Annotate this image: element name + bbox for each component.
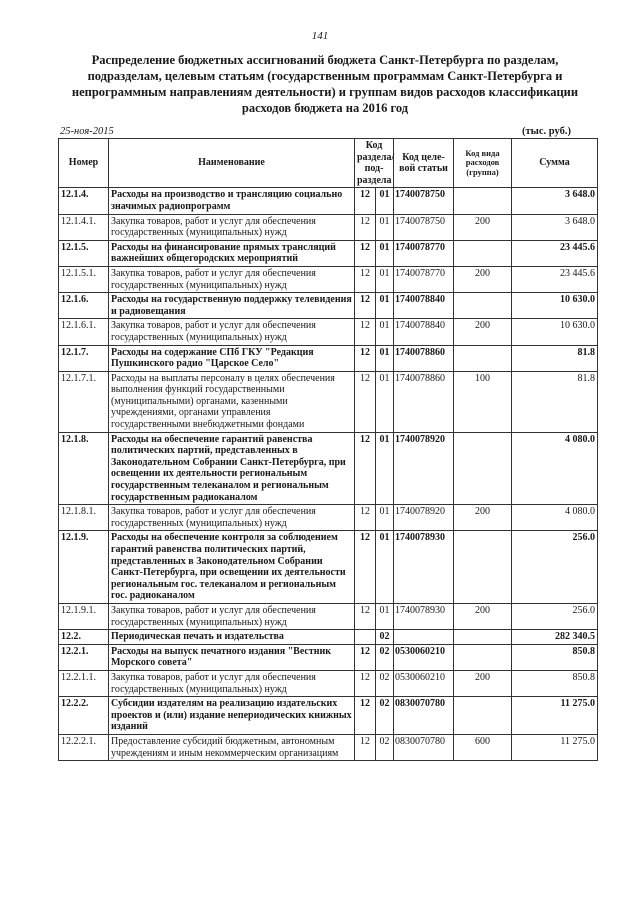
cell-number: 12.2.1.1. bbox=[59, 670, 109, 696]
cell-name: Расходы на выпуск печатного издания "Вестник Морского совета" bbox=[109, 644, 355, 670]
col-name-header: Наименование bbox=[109, 139, 355, 188]
cell-subsection: 01 bbox=[376, 603, 394, 629]
cell-section: 12 bbox=[355, 188, 376, 214]
cell-subsection: 02 bbox=[376, 670, 394, 696]
cell-article: 0830070780 bbox=[394, 697, 454, 735]
col-section-header: Код раздела/ под- раздела bbox=[355, 139, 394, 188]
cell-number: 12.2.2. bbox=[59, 697, 109, 735]
table-row bbox=[59, 644, 598, 670]
cell-section bbox=[355, 630, 376, 645]
cell-section: 12 bbox=[355, 214, 376, 240]
document-date: 25-ноя-2015 bbox=[60, 126, 114, 137]
cell-section: 12 bbox=[355, 505, 376, 531]
cell-subsection: 02 bbox=[376, 644, 394, 670]
budget-table bbox=[58, 138, 598, 761]
cell-sum: 23 445.6 bbox=[512, 240, 598, 266]
cell-name: Закупка товаров, работ и услуг для обеспечения государственных (муниципальных) нужд bbox=[109, 603, 355, 629]
cell-name: Предоставление субсидий бюджетным, автономным учреждениям и иным некоммерческим организациям bbox=[109, 734, 355, 760]
cell-sum: 3 648.0 bbox=[512, 214, 598, 240]
cell-article: 1740078860 bbox=[394, 345, 454, 371]
cell-article: 0530060210 bbox=[394, 670, 454, 696]
cell-number: 12.2.2.1. bbox=[59, 734, 109, 760]
cell-group bbox=[454, 630, 512, 645]
cell-number: 12.1.8. bbox=[59, 432, 109, 505]
col-article-header: Код целе- вой статьи bbox=[394, 139, 454, 188]
cell-subsection: 01 bbox=[376, 240, 394, 266]
cell-sum: 3 648.0 bbox=[512, 188, 598, 214]
cell-number: 12.1.5.1. bbox=[59, 266, 109, 292]
cell-article: 1740078770 bbox=[394, 240, 454, 266]
cell-subsection: 01 bbox=[376, 371, 394, 432]
cell-group: 200 bbox=[454, 266, 512, 292]
cell-sum: 11 275.0 bbox=[512, 734, 598, 760]
cell-number: 12.1.4. bbox=[59, 188, 109, 214]
cell-name: Расходы на содержание СПб ГКУ "Редакция Пушкинского радио "Царское Село" bbox=[109, 345, 355, 371]
cell-name: Закупка товаров, работ и услуг для обеспечения государственных (муниципальных) нужд bbox=[109, 670, 355, 696]
cell-article: 1740078860 bbox=[394, 371, 454, 432]
cell-group: 200 bbox=[454, 670, 512, 696]
cell-name: Закупка товаров, работ и услуг для обеспечения государственных (муниципальных) нужд bbox=[109, 505, 355, 531]
cell-section: 12 bbox=[355, 603, 376, 629]
cell-article: 1740078770 bbox=[394, 266, 454, 292]
cell-subsection: 02 bbox=[376, 697, 394, 735]
cell-number: 12.1.7. bbox=[59, 345, 109, 371]
cell-sum: 81.8 bbox=[512, 345, 598, 371]
cell-number: 12.1.4.1. bbox=[59, 214, 109, 240]
cell-group: 200 bbox=[454, 214, 512, 240]
cell-group: 600 bbox=[454, 734, 512, 760]
cell-group: 100 bbox=[454, 371, 512, 432]
cell-subsection: 01 bbox=[376, 345, 394, 371]
cell-section: 12 bbox=[355, 670, 376, 696]
cell-subsection: 01 bbox=[376, 214, 394, 240]
cell-section: 12 bbox=[355, 319, 376, 345]
table-row bbox=[59, 531, 598, 604]
cell-number: 12.1.6.1. bbox=[59, 319, 109, 345]
cell-article: 1740078750 bbox=[394, 188, 454, 214]
cell-article: 0530060210 bbox=[394, 644, 454, 670]
cell-number: 12.1.9. bbox=[59, 531, 109, 604]
cell-name: Субсидии издателям на реализацию издательских проектов и (или) издание непериодических книжных изданий bbox=[109, 697, 355, 735]
cell-number: 12.1.6. bbox=[59, 293, 109, 319]
cell-article: 1740078930 bbox=[394, 603, 454, 629]
col-number-header: Номер bbox=[59, 139, 109, 188]
cell-subsection: 01 bbox=[376, 188, 394, 214]
cell-article: 1740078930 bbox=[394, 531, 454, 604]
cell-name: Периодическая печать и издательства bbox=[109, 630, 355, 645]
cell-subsection: 02 bbox=[376, 734, 394, 760]
cell-section: 12 bbox=[355, 432, 376, 505]
document-title: Распределение бюджетных ассигнований бюджета Санкт-Петербурга по разделам, подразделам, целевым статьям (государственным программам Санкт-Петербурга и непрограммным направлениям деятельности) и группам видов расходов классификации расходов бюджета на 2016 год bbox=[71, 53, 579, 115]
cell-name: Расходы на выплаты персоналу в целях обеспечения выполнения функций государственными (муниципальными) органами, казенными учреждениями, органами управления государственными внебюджетными фондами bbox=[109, 371, 355, 432]
cell-subsection: 01 bbox=[376, 319, 394, 345]
cell-sum: 850.8 bbox=[512, 644, 598, 670]
cell-sum: 23 445.6 bbox=[512, 266, 598, 292]
cell-article: 1740078920 bbox=[394, 505, 454, 531]
cell-subsection: 01 bbox=[376, 293, 394, 319]
table-row bbox=[59, 432, 598, 505]
cell-article: 0830070780 bbox=[394, 734, 454, 760]
cell-name: Расходы на обеспечение контроля за соблюдением гарантий равенства политических партий, представленных в Законодательном Собрании Санкт-Петербурга, при освещении их деятельности региональным гос. телеканалом и региональным гос. радиоканалом bbox=[109, 531, 355, 604]
cell-sum: 256.0 bbox=[512, 531, 598, 604]
cell-sum: 4 080.0 bbox=[512, 505, 598, 531]
cell-section: 12 bbox=[355, 531, 376, 604]
cell-section: 12 bbox=[355, 293, 376, 319]
cell-number: 12.1.9.1. bbox=[59, 603, 109, 629]
cell-group bbox=[454, 531, 512, 604]
table-row bbox=[59, 293, 598, 319]
cell-name: Расходы на финансирование прямых трансляций важнейших общегородских мероприятий bbox=[109, 240, 355, 266]
cell-article bbox=[394, 630, 454, 645]
cell-subsection: 01 bbox=[376, 505, 394, 531]
cell-name: Расходы на государственную поддержку телевидения и радиовещания bbox=[109, 293, 355, 319]
cell-group bbox=[454, 432, 512, 505]
cell-number: 12.1.7.1. bbox=[59, 371, 109, 432]
cell-subsection: 01 bbox=[376, 531, 394, 604]
cell-sum: 282 340.5 bbox=[512, 630, 598, 645]
table-row bbox=[59, 319, 598, 345]
cell-group: 200 bbox=[454, 603, 512, 629]
table-row bbox=[59, 188, 598, 214]
cell-sum: 11 275.0 bbox=[512, 697, 598, 735]
cell-number: 12.1.5. bbox=[59, 240, 109, 266]
cell-article: 1740078840 bbox=[394, 319, 454, 345]
cell-article: 1740078920 bbox=[394, 432, 454, 505]
cell-sum: 10 630.0 bbox=[512, 293, 598, 319]
table-row bbox=[59, 697, 598, 735]
table-row bbox=[59, 630, 598, 645]
cell-number: 12.1.8.1. bbox=[59, 505, 109, 531]
units-label: (тыс. руб.) bbox=[522, 126, 571, 137]
cell-name: Расходы на обеспечение гарантий равенства политических партий, представленных в Законодательном Собрании Санкт-Петербурга, при освещении их деятельности региональным государственным телеканалом и региональным государственным радиоканалом bbox=[109, 432, 355, 505]
cell-section: 12 bbox=[355, 734, 376, 760]
col-sum-header: Сумма bbox=[512, 139, 598, 188]
cell-name: Расходы на производство и трансляцию социально значимых радиопрограмм bbox=[109, 188, 355, 214]
cell-number: 12.2. bbox=[59, 630, 109, 645]
table-row bbox=[59, 214, 598, 240]
cell-name: Закупка товаров, работ и услуг для обеспечения государственных (муниципальных) нужд bbox=[109, 214, 355, 240]
table-row bbox=[59, 266, 598, 292]
table-row bbox=[59, 371, 598, 432]
cell-name: Закупка товаров, работ и услуг для обеспечения государственных (муниципальных) нужд bbox=[109, 319, 355, 345]
table-row bbox=[59, 603, 598, 629]
table-row bbox=[59, 505, 598, 531]
cell-sum: 10 630.0 bbox=[512, 319, 598, 345]
cell-section: 12 bbox=[355, 240, 376, 266]
page-number: 141 bbox=[311, 30, 329, 42]
cell-number: 12.2.1. bbox=[59, 644, 109, 670]
table-row bbox=[59, 670, 598, 696]
cell-subsection: 02 bbox=[376, 630, 394, 645]
cell-section: 12 bbox=[355, 345, 376, 371]
cell-group bbox=[454, 697, 512, 735]
cell-group: 200 bbox=[454, 505, 512, 531]
cell-section: 12 bbox=[355, 697, 376, 735]
cell-group: 200 bbox=[454, 319, 512, 345]
cell-section: 12 bbox=[355, 371, 376, 432]
col-group-header: Код вида расходов (группа) bbox=[454, 139, 512, 188]
cell-article: 1740078750 bbox=[394, 214, 454, 240]
cell-sum: 256.0 bbox=[512, 603, 598, 629]
table-header-row bbox=[59, 139, 598, 188]
cell-group bbox=[454, 240, 512, 266]
cell-subsection: 01 bbox=[376, 266, 394, 292]
table-row bbox=[59, 345, 598, 371]
cell-group bbox=[454, 293, 512, 319]
cell-sum: 4 080.0 bbox=[512, 432, 598, 505]
cell-sum: 81.8 bbox=[512, 371, 598, 432]
table-row bbox=[59, 734, 598, 760]
cell-group bbox=[454, 188, 512, 214]
table-row bbox=[59, 240, 598, 266]
cell-group bbox=[454, 345, 512, 371]
cell-section: 12 bbox=[355, 644, 376, 670]
cell-name: Закупка товаров, работ и услуг для обеспечения государственных (муниципальных) нужд bbox=[109, 266, 355, 292]
cell-section: 12 bbox=[355, 266, 376, 292]
cell-subsection: 01 bbox=[376, 432, 394, 505]
cell-article: 1740078840 bbox=[394, 293, 454, 319]
cell-sum: 850.8 bbox=[512, 670, 598, 696]
cell-group bbox=[454, 644, 512, 670]
